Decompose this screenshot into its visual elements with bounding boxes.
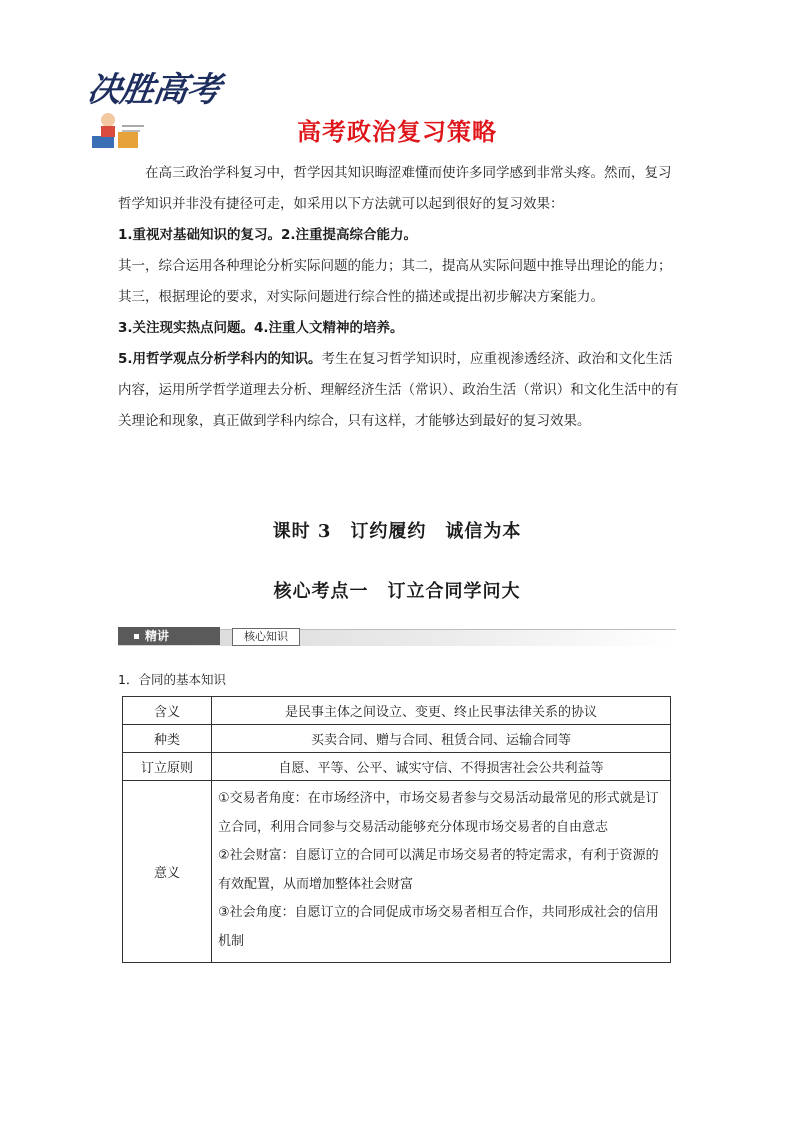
table-value: 是民事主体之间设立、变更、终止民事法律关系的协议 bbox=[212, 697, 671, 725]
point-5 bbox=[118, 344, 680, 437]
point-4: 4.注重人文精神的培养。 bbox=[254, 320, 404, 336]
table-key: 含义 bbox=[123, 697, 212, 725]
table-key: 订立原则 bbox=[123, 753, 212, 781]
table-row bbox=[123, 725, 671, 753]
section-tag-text: 精讲 bbox=[145, 629, 170, 643]
point-2: 2.注重提高综合能力。 bbox=[281, 227, 418, 243]
table-key: 种类 bbox=[123, 725, 212, 753]
table-value: 买卖合同、赠与合同、租赁合同、运输合同等 bbox=[212, 725, 671, 753]
section-label: 1．合同的基本知识 bbox=[118, 672, 226, 687]
table-row bbox=[123, 697, 671, 725]
points-row-1 bbox=[118, 220, 680, 251]
table-row-meaning bbox=[123, 781, 671, 963]
point-2-detail: 其一，综合运用各种理论分析实际问题的能力；其二，提高从实际问题中推导出理论的能力；其三，根据理论的要求，对实际问题进行综合性的描述或提出初步解决方案能力。 bbox=[118, 258, 672, 305]
page-title: 高考政治复习策略 bbox=[297, 118, 497, 146]
meaning-item: ③社会角度：自愿订立的合同促成市场交易者相互合作，共同形成社会的信用机制 bbox=[218, 905, 659, 949]
intro-section bbox=[118, 158, 680, 437]
point-3: 3.关注现实热点问题。 bbox=[118, 320, 255, 336]
meaning-item: ②社会财富：自愿订立的合同可以满足市场交易者的特定需求，有利于资源的有效配置，从而增加整体社会财富 bbox=[218, 848, 659, 892]
meaning-cell bbox=[212, 781, 671, 963]
core-point-title: 核心考点一 订立合同学问大 bbox=[273, 581, 521, 602]
table-value: 自愿、平等、公平、诚实守信、不得损害社会公共利益等 bbox=[212, 753, 671, 781]
intro-paragraph: 在高三政治学科复习中，哲学因其知识晦涩难懂而使许多同学感到非常头疼。然而，复习哲学知识并非没有捷径可走，如采用以下方法就可以起到很好的复习效果： bbox=[118, 165, 672, 212]
point-5-heading: 5.用哲学观点分析学科内的知识。 bbox=[118, 351, 322, 367]
logo-text: 决胜高考 bbox=[84, 70, 223, 110]
point-1: 1.重视对基础知识的复习。 bbox=[118, 227, 282, 243]
point-5-body: 考生在复习哲学知识时，应重视渗透经济、政治和文化生活内容，运用所学哲学道理去分析、理解经济生活（常识）、政治生活（常识）和文化生活中的有关理论和现象，真正做到学科内综合，只有这样，才能够达到最好的复习效果。 bbox=[118, 351, 679, 429]
contract-basics-table bbox=[122, 696, 671, 963]
table-row bbox=[123, 753, 671, 781]
section-tag bbox=[118, 627, 220, 645]
meaning-item: ①交易者角度：在市场经济中，市场交易者参与交易活动最常见的形式就是订立合同，利用合同参与交易活动能够充分体现市场交易者的自由意志 bbox=[218, 791, 659, 835]
points-row-2 bbox=[118, 313, 680, 344]
square-bullet-icon bbox=[134, 634, 139, 639]
section-sublabel: 核心知识 bbox=[232, 628, 300, 646]
table-key: 意义 bbox=[123, 781, 212, 963]
lesson-title: 课时 3 订约履约 诚信为本 bbox=[272, 521, 522, 542]
section-bar bbox=[118, 627, 676, 647]
